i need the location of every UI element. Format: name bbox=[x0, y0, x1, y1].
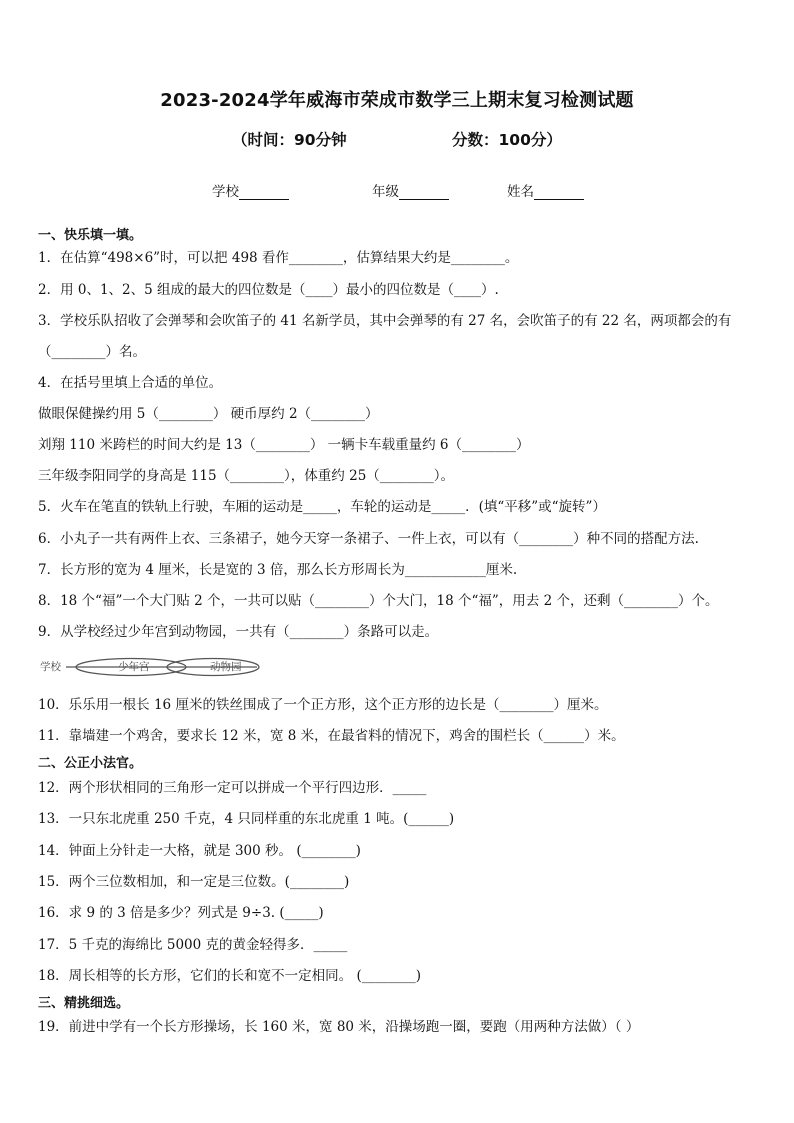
section-1-heading: 一、快乐填一填。 bbox=[38, 228, 143, 243]
route-palace-label: 少年宫 bbox=[118, 661, 150, 673]
grade-label: 年级 bbox=[372, 184, 399, 200]
question-13: 13．一只东北虎重 250 千克，4 只同样重的东北虎重 1 吨。(______) bbox=[38, 811, 455, 827]
section-2-heading: 二、公正小法官。 bbox=[38, 756, 143, 771]
question-4-row-1: 做眼保健操约用 5（________） 硬币厚约 2（________） bbox=[38, 406, 379, 422]
question-1: 1．在估算“498×6”时，可以把 498 看作________，估算结果大约是________。 bbox=[38, 250, 519, 266]
exam-score: 分数：100分） bbox=[452, 131, 562, 149]
question-7: 7．长方形的宽为 4 厘米，长是宽的 3 倍，那么长方形周长为____________厘米. bbox=[38, 562, 518, 578]
question-12: 12．两个形状相同的三角形一定可以拼成一个平行四边形．_____ bbox=[38, 780, 427, 796]
route-diagram bbox=[40, 656, 260, 678]
question-4-row-2: 刘翔 110 米跨栏的时间大约是 13（________） 一辆卡车载重量约 6（________） bbox=[38, 437, 530, 453]
question-3-continued: （________）名。 bbox=[38, 344, 146, 360]
question-4-row-3: 三年级李阳同学的身高是 115（________），体重约 25（________）。 bbox=[38, 468, 455, 484]
school-label: 学校 bbox=[212, 184, 239, 200]
school-field bbox=[212, 180, 289, 200]
question-5: 5．火车在笔直的铁轨上行驶，车厢的运动是_____，车轮的运动是_____．(填“平移”或“旋转”） bbox=[38, 499, 606, 515]
question-17: 17．5 千克的海绵比 5000 克的黄金轻得多．_____ bbox=[38, 937, 348, 953]
question-4: 4．在括号里填上合适的单位。 bbox=[38, 375, 223, 391]
question-6: 6．小丸子一共有两件上衣、三条裙子，她今天穿一条裙子、一件上衣，可以有（________）种不同的搭配方法. bbox=[38, 531, 699, 547]
route-zoo-label: 动物园 bbox=[210, 661, 242, 673]
question-18: 18．周长相等的长方形，它们的长和宽不一定相同。 (________) bbox=[38, 968, 422, 984]
name-field bbox=[507, 180, 584, 200]
question-2: 2．用 0、1、2、5 组成的最大的四位数是（____）最小的四位数是（____）. bbox=[38, 282, 499, 298]
question-9: 9．从学校经过少年宫到动物园，一共有（________）条路可以走。 bbox=[38, 624, 439, 640]
question-15: 15．两个三位数相加，和一定是三位数。(________) bbox=[38, 874, 350, 890]
name-blank[interactable] bbox=[534, 185, 584, 200]
school-blank[interactable] bbox=[239, 185, 289, 200]
section-3-heading: 三、精挑细选。 bbox=[38, 996, 130, 1011]
route-school-label: 学校 bbox=[40, 661, 61, 673]
question-8: 8．18 个“福”一个大门贴 2 个，一共可以贴（________）个大门，18 个“福”，用去 2 个，还剩（________）个。 bbox=[38, 593, 719, 609]
question-11: 11．靠墙建一个鸡舍，要求长 12 米，宽 8 米，在最省料的情况下，鸡舍的围栏长（______）米。 bbox=[38, 728, 625, 744]
exam-time: （时间：90分钟 bbox=[232, 131, 347, 149]
question-16: 16．求 9 的 3 倍是多少？列式是 9÷3. (_____) bbox=[38, 905, 324, 921]
page-title: 2023-2024学年威海市荣成市数学三上期末复习检测试题 bbox=[160, 90, 634, 111]
question-19: 19．前进中学有一个长方形操场，长 160 米，宽 80 米，沿操场跑一圈，要跑（用两种方法做）（ ） bbox=[38, 1019, 640, 1035]
grade-blank[interactable] bbox=[399, 185, 449, 200]
question-14: 14．钟面上分针走一大格，就是 300 秒。 (________) bbox=[38, 843, 361, 859]
question-3: 3．学校乐队招收了会弹琴和会吹笛子的 41 名新学员，其中会弹琴的有 27 名，会吹笛子的有 22 名，两项都会的有 bbox=[38, 313, 732, 329]
grade-field bbox=[372, 180, 449, 200]
question-10: 10．乐乐用一根长 16 厘米的铁丝围成了一个正方形，这个正方形的边长是（________）厘米。 bbox=[38, 697, 608, 713]
name-label: 姓名 bbox=[507, 184, 534, 200]
